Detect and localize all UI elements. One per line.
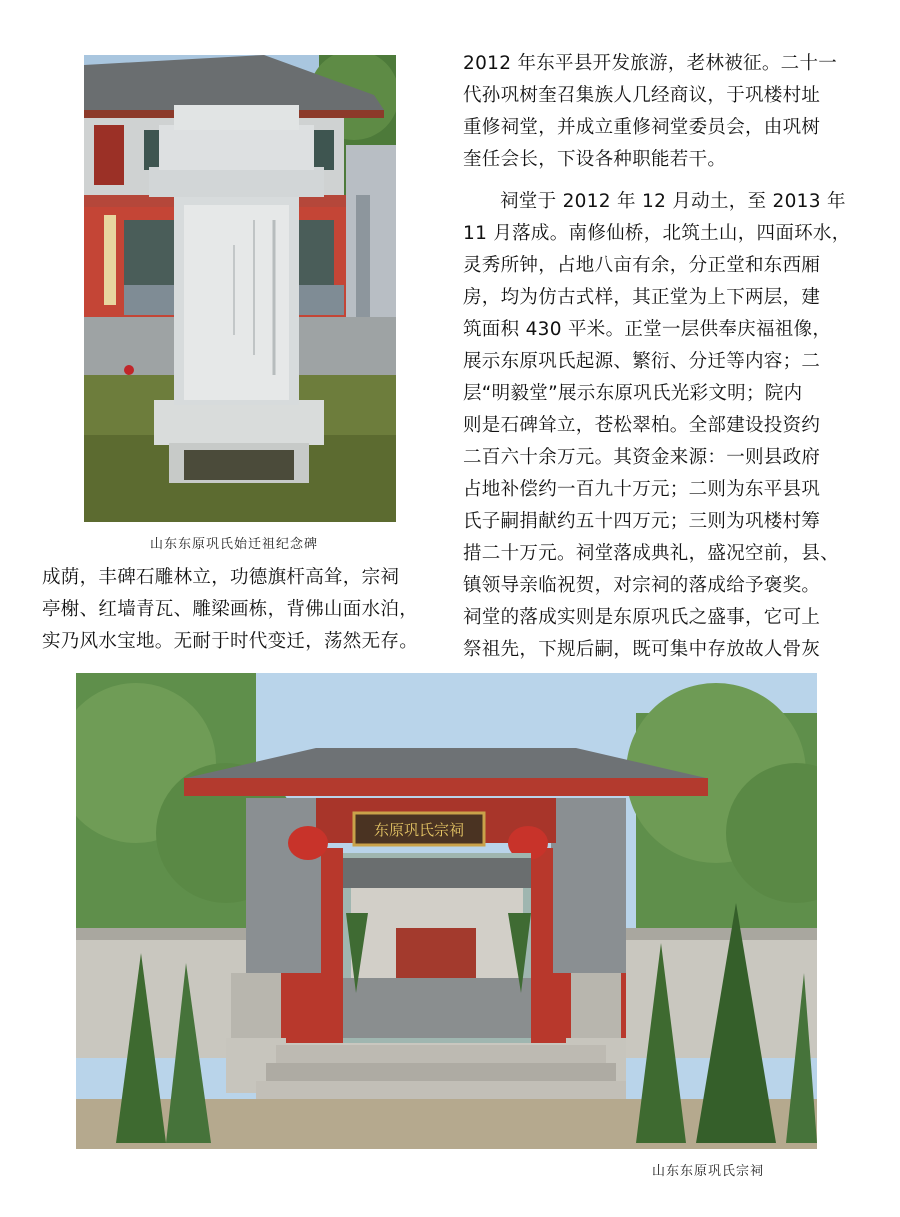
left-line-1: 成荫，丰碑石雕林立，功德旗杆高耸，宗祠 — [42, 567, 400, 588]
para1-line-2: 代孙巩树奎召集族人几经商议，于巩楼村址 — [463, 85, 821, 106]
para2-line-13: 镇领导亲临祝贺，对宗祠的落成给予褒奖。 — [463, 575, 821, 596]
temple-caption: 山东东原巩氏宗祠 — [652, 1164, 765, 1179]
para2-line-4: 房，均为仿古式样，其正堂为上下两层，建 — [463, 287, 821, 308]
para1-line-3: 重修祠堂，并成立重修祠堂委员会，由巩树 — [463, 117, 821, 138]
para2-line-10: 占地补偿约一百九十万元；二则为东平县巩 — [463, 479, 821, 500]
para2-line-5: 筑面积 430 平米。正堂一层供奉庆福祖像， — [463, 319, 832, 340]
para2-line-7: 层“明毅堂”展示东原巩氏光彩文明；院内 — [463, 383, 803, 404]
para2-line-3: 灵秀所钟，占地八亩有余，分正堂和东西厢 — [463, 255, 821, 276]
para1-line-1: 2012 年东平县开发旅游，老林被征。二十一 — [463, 53, 838, 74]
left-line-3: 实乃风水宝地。无耐于时代变迁，荡然无存。 — [42, 631, 419, 652]
para2-line-11: 氏子嗣捐献约五十四万元；三则为巩楼村筹 — [463, 511, 821, 532]
para2-line-1: 祠堂于 2012 年 12 月动土，至 2013 年 — [500, 191, 846, 212]
temple-plaque-text: 东原巩氏宗祠 — [373, 821, 465, 839]
para2-line-6: 展示东原巩氏起源、繁衍、分迁等内容；二 — [463, 351, 821, 372]
ancestral-temple-photo — [76, 673, 817, 1149]
para2-line-8: 则是石碑耸立，苍松翠柏。全部建设投资约 — [463, 415, 821, 436]
right-column-text — [463, 48, 868, 666]
left-column-text — [42, 562, 442, 658]
left-line-2: 亭榭、红墙青瓦、雕梁画栋，背佛山面水泊， — [42, 599, 419, 620]
para2-line-2: 11 月落成。南修仙桥，北筑土山，四面环水， — [463, 223, 851, 244]
para2-line-12: 措二十万元。祠堂落成典礼，盛况空前，县、 — [463, 543, 840, 564]
para2-line-9: 二百六十余万元。其资金来源：一则县政府 — [463, 447, 821, 468]
para2-line-14: 祠堂的落成实则是东原巩氏之盛事，它可上 — [463, 607, 821, 628]
para2-line-15: 祭祖先，下规后嗣，既可集中存放故人骨灰 — [463, 639, 821, 660]
memorial-caption: 山东东原巩氏始迁祖纪念碑 — [150, 537, 319, 552]
para1-line-4: 奎任会长，下设各种职能若干。 — [463, 149, 727, 170]
memorial-stele-photo — [84, 55, 396, 522]
